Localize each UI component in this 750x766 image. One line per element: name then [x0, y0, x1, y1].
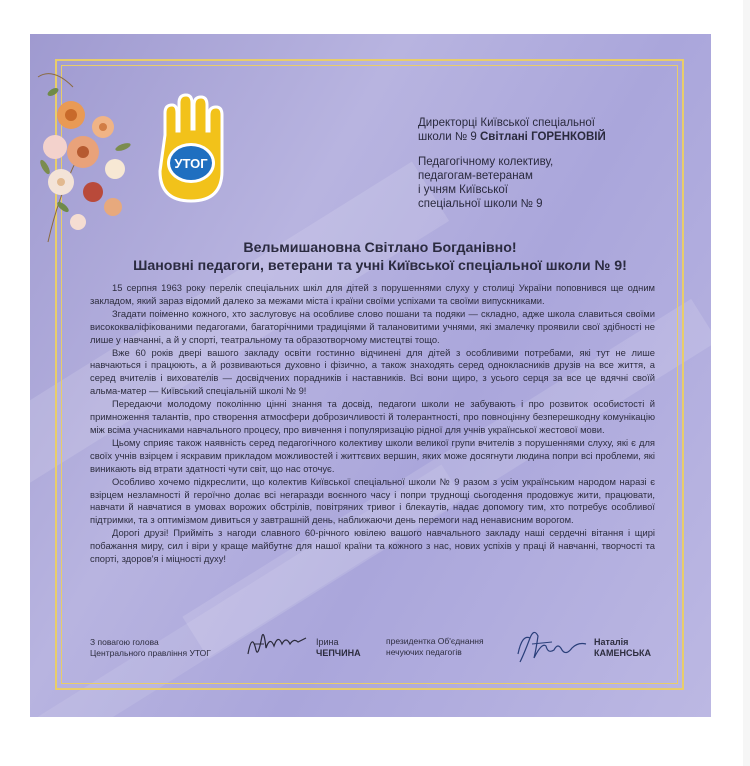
signer-last-name: ЧЕПЧИНА [316, 648, 361, 658]
recipient-line: школи № 9 [418, 131, 480, 143]
letter-paragraph: 15 серпня 1963 року перелік спеціальних шкіл для дітей з порушеннями слуху у столиці України поповнився ще одним закладом, який зараз відомий далеко за межами міста і країни своїми успіхами та своїми випускниками. [90, 282, 655, 306]
signature-scribble-right [512, 624, 592, 666]
signer-right-title [386, 636, 516, 658]
recipient-group-line: і учням Київської [418, 184, 508, 196]
signature-scribble-left [244, 628, 310, 660]
recipient-group-line: спеціальної школи № 9 [418, 198, 543, 210]
recipient-group-line: Педагогічному колективу, [418, 156, 554, 168]
letter-paragraph: Особливо хочемо підкреслити, що колектив Київської спеціальної школи № 9 разом з усім українським народом наразі є взірцем незламності й героїчно долає всі негаразди воєнного часу і попри труднощі сьогодення продовжує жити, працювати, навчати й навчатися в умовах ворожих обстрілів, повітряних тривог і блекаутів, надає допомогу тим, хто потребує особливої підтримки, та з оптимізмом дивиться у завтрашній день, наближаючи день перемоги над ненависним ворогом. [90, 475, 655, 526]
recipient-line: Директорці Київської спеціальної [418, 117, 595, 129]
letter-paragraph: Цьому сприяє також наявність серед педагогічного колективу школи великої групи вчителів з порушеннями слуху, які є для своїх учнів взірцем і яскравим прикладом можливостей і життєвих вершин, яких може досягнути людина попри всі проблеми, які виникають від втрати здатності чути світ, що нас оточує. [90, 436, 655, 474]
salutation-title: Вельмишановна Світлано Богданівно! [243, 240, 517, 256]
letter-paragraph: Згадати поіменно кожного, хто заслуговує на особливе слово пошани та подяки — складно, адже школа славиться своїми висококваліфікованими педагогами, багаторічними традиціями й талановитими учнями, які змалечку проявили свої здібності не лише у навчанні, а й у спорті, театральному та образотворчому мистецтві тощо. [90, 307, 655, 345]
recipient-group-line: педагогам-ветеранам [418, 170, 533, 182]
signer-right-name [594, 637, 674, 659]
letter-paragraph: Дорогі друзі! Прийміть з нагоди славного 60-річного ювілею вашого навчального закладу наші сердечні вітання і щирі побажання миру, сил і віри у краще майбутнє для нашої країни та кожного з нас, нових успіхів у праці й навчанні, творчості та спорті, здоров'я і міцності духу! [90, 527, 655, 565]
logo-text: УТОГ [174, 156, 208, 171]
signer-left-title [90, 637, 240, 659]
recipient-group [418, 155, 648, 211]
salutation-subtitle: Шановні педагоги, ветерани та учні Київської спеціальної школи № 9! [133, 258, 627, 274]
signer-title-line: Центрального правління УТОГ [90, 648, 211, 658]
signer-title-line: президентка Об'єднання [386, 636, 484, 646]
signer-title-line: нечуючих педагогів [386, 647, 462, 657]
recipient-name: Світлані ГОРЕНКОВІЙ [479, 131, 606, 143]
signer-title-line: З повагою голова [90, 637, 159, 647]
signer-first-name: Наталія [594, 637, 629, 647]
recipient-director [418, 116, 658, 144]
letter-body [90, 282, 655, 566]
letter-paragraph: Передаючи молодому поколінню цінні знання та досвід, педагоги школи не забувають і про розвиток особистості й примноження талантів, про створення атмосфери доброзичливості й толерантності, про повноцінну безперешкодну комунікацію між всіма учасниками навчального процесу, про вивчення і популяризацію рідної для учнів української жестової мови. [90, 398, 655, 435]
signer-first-name: Ірина [316, 637, 339, 647]
letter-paragraph: Вже 60 років двері вашого закладу освіти гостинно відчинені для дітей з особливими потребами, які тут не лише навчаються і працюють, а й розвиваються духовно і фізично, а також знаходять серед однокласників друзів на все життя, а серед вчителів і вихователів — досвідчених порадників і наставників. Всі вони щиро, з усього серця за все це вдячні своїй альма-матер — Київський спеціальній школі № 9! [90, 346, 655, 397]
signer-last-name: КАМЕНСЬКА [594, 648, 651, 658]
utog-logo [147, 93, 235, 205]
page-edge-scrollbar[interactable] [743, 0, 750, 766]
signer-left-name [316, 637, 396, 659]
flower-bouquet-illustration [33, 57, 143, 247]
